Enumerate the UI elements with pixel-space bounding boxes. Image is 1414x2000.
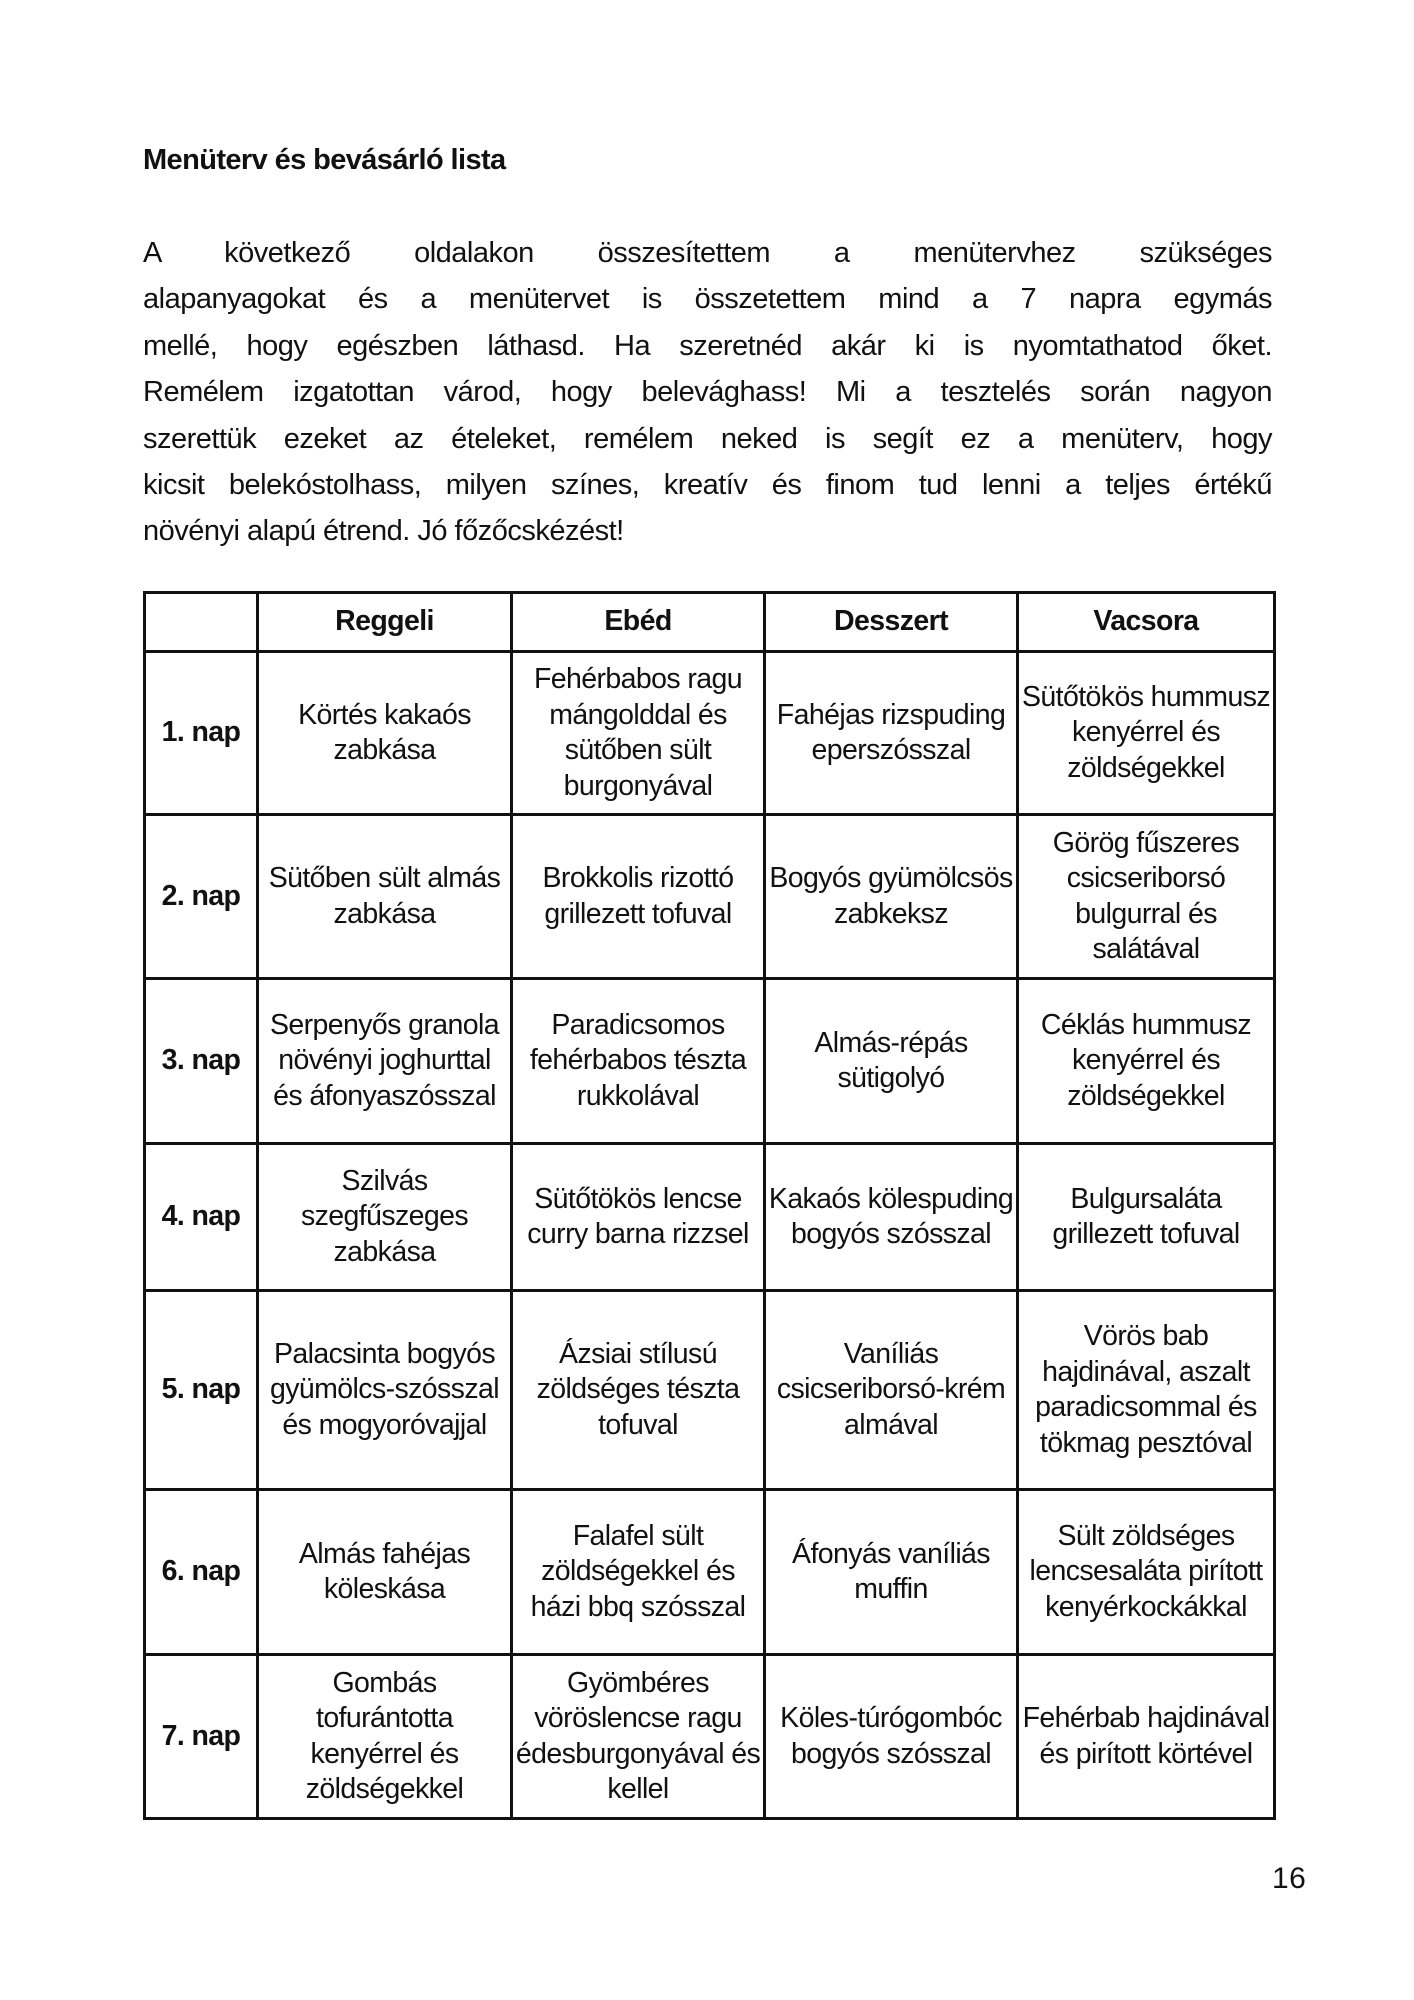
cell-reggeli: Almás fahéjas köleskása bbox=[258, 1490, 512, 1655]
intro-line: mellé, hogy egészben láthasd. Ha szeretnéd akár ki is nyomtathatod őket. bbox=[143, 329, 1272, 362]
day-label: 3. nap bbox=[145, 979, 258, 1144]
cell-reggeli: Gombás tofurántotta kenyérrel és zöldségekkel bbox=[258, 1655, 512, 1819]
cell-ebed: Ázsiai stílusú zöldséges tészta tofuval bbox=[512, 1291, 765, 1490]
cell-desszert: Áfonyás vaníliás muffin bbox=[765, 1490, 1018, 1655]
cell-ebed: Sütőtökös lencse curry barna rizzsel bbox=[512, 1144, 765, 1291]
table-row bbox=[145, 1490, 1275, 1655]
day-label: 1. nap bbox=[145, 652, 258, 815]
intro-line: A következő oldalakon összesítettem a menütervhez szükséges bbox=[143, 237, 1272, 269]
cell-desszert: Fahéjas rizspuding eperszósszal bbox=[765, 652, 1018, 815]
cell-vacsora: Vörös bab hajdinával, aszalt paradicsommal és tökmag pesztóval bbox=[1018, 1291, 1275, 1490]
table-row bbox=[145, 815, 1275, 979]
cell-desszert: Bogyós gyümölcsös zabkeksz bbox=[765, 815, 1018, 979]
intro-paragraph bbox=[143, 230, 1272, 555]
cell-ebed: Gyömbéres vöröslencse ragu édesburgonyával és kellel bbox=[512, 1655, 765, 1819]
cell-vacsora: Sült zöldséges lencsesaláta pirított kenyérkockákkal bbox=[1018, 1490, 1275, 1655]
cell-ebed: Brokkolis rizottó grillezett tofuval bbox=[512, 815, 765, 979]
cell-desszert: Almás-répás sütigolyó bbox=[765, 979, 1018, 1144]
table-row bbox=[145, 1144, 1275, 1291]
cell-reggeli: Serpenyős granola növényi joghurttal és áfonyaszósszal bbox=[258, 979, 512, 1144]
intro-line: kicsit belekóstolhass, milyen színes, kreatív és finom tud lenni a teljes értékű bbox=[143, 468, 1272, 501]
cell-reggeli: Szilvás szegfűszeges zabkása bbox=[258, 1144, 512, 1291]
table-row bbox=[145, 1291, 1275, 1490]
cell-vacsora: Sütőtökös hummusz kenyérrel és zöldségekkel bbox=[1018, 652, 1275, 815]
day-label: 4. nap bbox=[145, 1144, 258, 1291]
header-ebed: Ebéd bbox=[512, 593, 765, 652]
cell-desszert: Köles-túrógombóc bogyós szósszal bbox=[765, 1655, 1018, 1819]
header-corner bbox=[145, 593, 258, 652]
cell-reggeli: Palacsinta bogyós gyümölcs-szósszal és mogyoróvajjal bbox=[258, 1291, 512, 1490]
cell-reggeli: Sütőben sült almás zabkása bbox=[258, 815, 512, 979]
day-label: 5. nap bbox=[145, 1291, 258, 1490]
cell-vacsora: Céklás hummusz kenyérrel és zöldségekkel bbox=[1018, 979, 1275, 1144]
cell-vacsora: Bulgursaláta grillezett tofuval bbox=[1018, 1144, 1275, 1291]
intro-line: alapanyagokat és a menütervet is összetettem mind a 7 napra egymás bbox=[143, 283, 1272, 316]
cell-ebed: Falafel sült zöldségekkel és házi bbq szósszal bbox=[512, 1490, 765, 1655]
table-row bbox=[145, 979, 1275, 1144]
cell-ebed: Fehérbabos ragu mángolddal és sütőben sült burgonyával bbox=[512, 652, 765, 815]
cell-vacsora: Fehérbab hajdinával és pirított körtével bbox=[1018, 1655, 1275, 1819]
intro-line: Remélem izgatottan várod, hogy belevághass! Mi a tesztelés során nagyon bbox=[143, 376, 1272, 409]
page-number: 16 bbox=[1272, 1862, 1307, 1895]
intro-line: szerettük ezeket az ételeket, remélem neked is segít ez a menüterv, hogy bbox=[143, 422, 1272, 455]
day-label: 6. nap bbox=[145, 1490, 258, 1655]
cell-desszert: Vaníliás csicseriborsó-krém almával bbox=[765, 1291, 1018, 1490]
day-label: 7. nap bbox=[145, 1655, 258, 1819]
day-label: 2. nap bbox=[145, 815, 258, 979]
header-reggeli: Reggeli bbox=[258, 593, 512, 652]
table-header-row bbox=[145, 593, 1275, 652]
table-row bbox=[145, 1655, 1275, 1819]
cell-ebed: Paradicsomos fehérbabos tészta rukkolával bbox=[512, 979, 765, 1144]
table-row bbox=[145, 652, 1275, 815]
cell-reggeli: Körtés kakaós zabkása bbox=[258, 652, 512, 815]
cell-desszert: Kakaós kölespuding bogyós szósszal bbox=[765, 1144, 1018, 1291]
cell-vacsora: Görög fűszeres csicseriborsó bulgurral és salátával bbox=[1018, 815, 1275, 979]
menu-plan-table bbox=[143, 591, 1276, 1820]
page-title: Menüterv és bevásárló lista bbox=[143, 144, 506, 176]
header-desszert: Desszert bbox=[765, 593, 1018, 652]
intro-line: növényi alapú étrend. Jó főzőcskézést! bbox=[143, 515, 624, 548]
header-vacsora: Vacsora bbox=[1018, 593, 1275, 652]
